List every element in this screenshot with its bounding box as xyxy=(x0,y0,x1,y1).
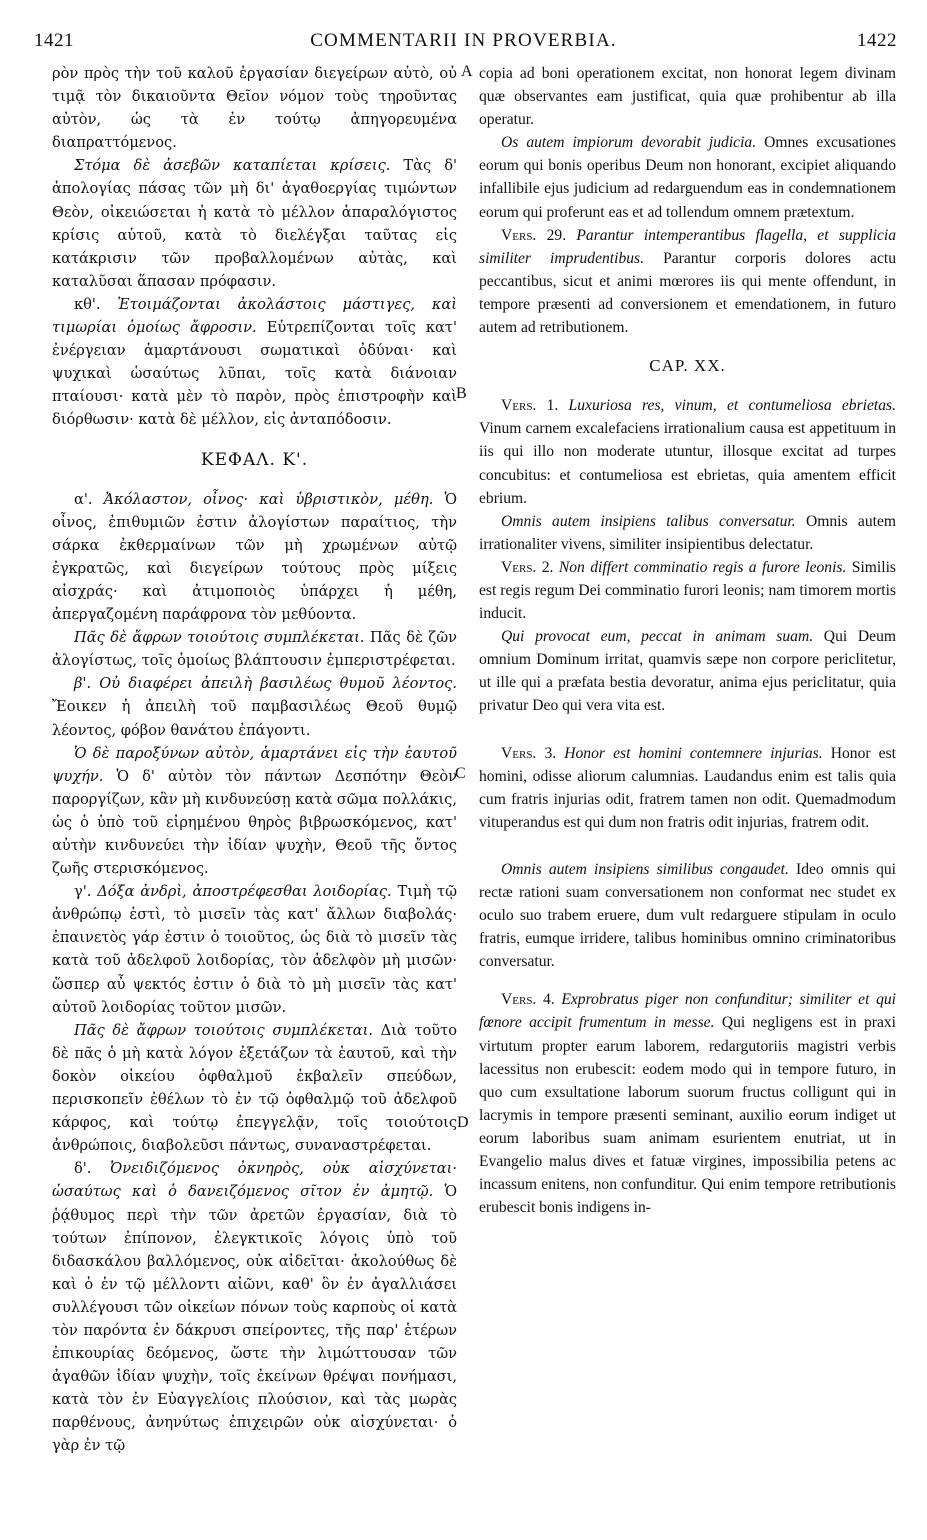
latin-paragraph xyxy=(479,625,896,717)
running-title: COMMENTARII IN PROVERBIA. xyxy=(310,30,617,51)
margin-marker-a: A xyxy=(461,63,473,80)
latin-text: Omnes excusationes eorum qui bonis operibus Deum non honorant, excipiet aliquando infallibile ejus judicium ad redarguendum eas in condemnationem eorum qui proferunt eas et ad tollendum omnem prætextum. xyxy=(479,134,896,221)
greek-text: Ὁ οἶνος, ἐπιθυμιῶν ἐστιν ἀλογίστων παραίτιος, τὴν σάρκα ἐκθερμαίνων τῶν μὴ χρωμένων αὐτῷ ἐγκρατῶς, καὶ διεγείρων τούτους πρὸς μίξεις αἰσχράς· καὶ ἀτιμοποιὸς ὑπάρχει ἡ μέθη, ἀπεργαζομένη παράφρονα τὸν μεθύοντα. xyxy=(52,490,457,624)
greek-verse: Ἑτοιμάζονται ἀκολάστοις μάστιγες, καὶ τιμωρίαι ὁμοίως ἄφροσιν. xyxy=(52,295,457,337)
greek-paragraph xyxy=(52,672,457,741)
latin-paragraph xyxy=(479,858,896,973)
greek-paragraph xyxy=(52,154,457,293)
greek-verse: Στόμα δὲ ἀσεβῶν καταπίεται κρίσεις. xyxy=(74,157,391,175)
latin-verse: Omnis autem insipiens similibus congaudet. xyxy=(501,860,789,878)
latin-verse: Non differt comminatio regis a furore leonis. xyxy=(558,558,847,576)
greek-verse-number: δ'. xyxy=(74,1160,111,1178)
latin-verse-number: Vers. 2. xyxy=(501,558,559,576)
latin-paragraph xyxy=(479,988,896,1219)
latin-paragraph xyxy=(479,394,896,509)
greek-paragraph xyxy=(52,1019,457,1158)
latin-verse: Qui provocat eum, peccat in animam suam. xyxy=(501,628,814,646)
greek-verse: Πᾶς δὲ ἄφρων τοιούτοις συμπλέκεται. xyxy=(74,1021,374,1039)
latin-verse: Exprobratus piger non confunditur; similiter et qui fœnore accipit frumentum in messe. xyxy=(479,991,897,1032)
latin-verse-number: Vers. 4. xyxy=(501,991,562,1009)
greek-paragraph xyxy=(52,742,457,881)
latin-paragraph xyxy=(479,742,896,834)
latin-verse: Parantur intemperantibus flagella, et supplicia similiter imprudentibus. xyxy=(479,226,896,267)
latin-text: Qui negligens est in praxi virtutum propter earum laborem, redargutoriis magistri verbis lacessitus non erubescit: eodem modo qui in tempore futuro, in quo cum exsultatione laborum suorum fructus colligunt qui in lacrymis in tempore præsenti seminant, auxilio eorum indiget ut eorum laboribus suam animam esurientem enutriat, ut in Evangelio malus dives et fatuæ virgines, impossibilia petens ac incassum enitens, non confunditur. Qui enim tempore retributionis erubescit bonis indigens in- xyxy=(479,1014,896,1217)
greek-text: Πᾶς δὲ ζῶν ἀλογίστως, τοῖς ὁμοίως βλάπτουσιν ἐμπεριστρέφεται. xyxy=(52,629,457,670)
latin-verse: Honor est homini contemnere injurias. xyxy=(564,744,823,762)
greek-verse: Πᾶς δὲ ἄφρων τοιούτοις συμπλέκεται. xyxy=(74,629,365,647)
latin-text: Vinum carnem excalefaciens irrationalium causa est appetituum in iis qui illo non moderate utuntur, illosque excitat ad turpes concubitus: et contumeliosa est ebrietas, quia amentem efficit ebrium. xyxy=(479,420,896,507)
latin-paragraph xyxy=(479,556,896,625)
greek-paragraph xyxy=(52,488,457,627)
greek-verse: Δόξα ἀνδρὶ, ἀποστρέφεσθαι λοιδορίας. xyxy=(97,883,392,901)
greek-text: ρὸν πρὸς τὴν τοῦ καλοῦ ἐργασίαν διεγείρων αὐτὸ, οὐ τιμᾷ τὸν δικαιοῦντα Θεῖον νόμον τοὺς τηροῦντας αὐτὸν, ὡς τὰ ἐν τούτῳ ἀπηγορευμένα διαπραττόμενος. xyxy=(52,65,457,152)
latin-text: Similis est regis regum Dei comminatio furori leonis; nam timorem mortis inducit. xyxy=(479,558,896,623)
greek-verse-number: α'. xyxy=(74,490,104,508)
greek-text: Ἔοικεν ἡ ἀπειλὴ τοῦ παμβασιλέως Θεοῦ θυμῷ λέοντος, φόβον θανάτου ἐπάγοντι. xyxy=(52,698,457,739)
latin-text: copia ad boni operationem excitat, non honorat legem divinam quæ observantes eam justificat, quia quæ prohibentur ab illa operatur. xyxy=(479,65,896,129)
margin-marker-b: B xyxy=(456,385,467,402)
greek-text: Τιμὴ τῷ ἀνθρώπῳ ἐστὶ, τὸ μισεῖν τὰς κατ' ἄλλων διαβολάς· ἐπαινετὸς γάρ ἐστιν ὁ τοιοῦτος, ὡς διὰ τὸ μισεῖν τὰς κατὰ τοῦ ἀδελφοῦ λοιδορίας, τὸν ἀδελφὸν μὴ μισῶν· ὥσπερ αὖ ψεκτός ἐστιν ὁ διὰ τὸ μὴ μισεῖν τὰς κατ' αὐτοῦ λοιδορίας τοῦτον μισῶν. xyxy=(52,883,458,1016)
latin-text: Omnis autem irrationaliter vivens, similiter insipientibus delectatur. xyxy=(479,512,896,553)
margin-marker-d: D xyxy=(457,1114,469,1131)
greek-text: Ὁ δ' αὐτὸν τὸν πάντων Δεσπότην Θεὸν παροργίζων, κἂν μὴ κινδυνεύσῃ κατὰ σῶμα πολλάκις, ὡς ὁ ὑπὸ τοῦ εἰρημένου θηρὸς βιβρωσκόμενος, κατ' αὐτὴν κινδυνεύει τὴν ἰδίαν ψυχὴν, Θεοῦ τῆς ὄντος ζωῆς στερισκόμενος. xyxy=(52,767,457,878)
latin-text: Parantur corporis dolores actu peccantibus, sicut et animi mœrores iis qui mente offendunt, in tempore præsenti ad conversionem et emendationem, in futuro autem ad retributionem. xyxy=(479,249,896,337)
greek-text: Ὁ ῥᾴθυμος περὶ τὴν τῶν ἀρετῶν ἐργασίαν, διὰ τὸ τούτων ἐπίπονον, ἐλεγκτικοῖς λόγοις ὑπὸ τοῦ διδασκάλου βαλλόμενος, οὐκ αἰδεῖται· ἀκολούθως δὲ καὶ ὁ ἐν τῷ μέλλοντι αἰῶνι, καθ' ὃν ἐν ἀγαλλιάσει συλλέγουσι τῶν οἰκείων πόνων τοὺς καρποὺς οἱ κατὰ τὸν παρόντα ἐν δάκρυσι σπείροντες, τῆς παρ' ἑτέρων ἐπικουρίας δεόμενος, ὥστε τὴν λιμώττουσαν τῶν ἀγαθῶν ἰδίαν ψυχὴν, τοῖς ἐκείνων θρέψαι πονήμασι, κατὰ τὸν ἐν Εὐαγγελίοις πλούσιον, καὶ τὰς μωρὰς παρθένους, ἀνηνύτως ἐπιχειρῶν οὐκ αἰσχύνεται· ὁ γὰρ ἐν τῷ xyxy=(52,1183,457,1455)
latin-verse: Omnis autem insipiens talibus conversatur. xyxy=(501,512,796,530)
latin-verse-number: Vers. 29. xyxy=(501,226,577,244)
greek-text: Τὰς δ' ἀπολογίας πάσας τῶν μὴ δι' ἀγαθοεργίας τιμώντων Θεὸν, οἰκειώσεται ἡ κατὰ τὸ μέλλον ἀπαραλόγιστος κρίσις αὐτοῦ, κατὰ τὸ διελέγξαι ταῦτας εἰς κατάκρισιν τῶν προβαλλομένων αὐτὰς, καὶ καταλῦσαι ἅπασαν πρόφασιν. xyxy=(52,157,457,290)
latin-text: Qui Deum omnium Dominum irritat, quamvis sæpe non corpore periclitetur, ut ille qui a præfata bestia devoratur, anima ejus periclitatur, quia privatur Deo qui vera vita est. xyxy=(479,628,896,715)
margin-marker-c: C xyxy=(455,765,466,782)
page-number-right: 1422 xyxy=(857,30,897,51)
greek-paragraph xyxy=(52,880,457,1019)
latin-text: Ideo omnis qui rectæ rationi suam conversationem non conformat nec studet ex oculo suo trabem eruere, dum vult redarguere stipulam in oculo fratris, eumque irridere, talibus hominibus omnino criminatoribus conversatur. xyxy=(479,860,896,971)
greek-verse: Ἀκόλαστον, οἶνος· καὶ ὑβριστικὸν, μέθη. xyxy=(103,490,434,508)
greek-verse-number: κθ'. xyxy=(74,295,118,313)
greek-verse-number: γ'. xyxy=(74,883,98,901)
running-header xyxy=(30,30,897,64)
greek-chapter-heading: ΚΕΦΑΛ. Κ'. xyxy=(200,449,309,470)
page-number-left: 1421 xyxy=(34,30,74,51)
greek-paragraph xyxy=(52,293,457,432)
latin-paragraph xyxy=(479,62,896,131)
greek-column xyxy=(52,62,457,1504)
greek-verse: Ὁ δὲ παροξύνων αὐτὸν, ἁμαρτάνει εἰς τὴν ἑαυτοῦ ψυχήν. xyxy=(52,744,457,785)
latin-verse: Os autem impiorum devorabit judicia. xyxy=(501,134,757,152)
latin-text: Honor est homini, odisse aliorum calumnias. Laudandus enim est talis quia cum fratris injurias odit, fratrem tamen non odit. Quemadmodum vituperandus est qui dum non fratris odit injurias, fratrem odit. xyxy=(479,744,897,831)
latin-verse: Luxuriosa res, vinum, et contumeliosa ebrietas. xyxy=(568,397,897,415)
greek-paragraph xyxy=(52,62,457,154)
greek-text: Εὐτρεπίζονται τοῖς κατ' ἐνέργειαν ἁμαρτάνουσι σωματικαὶ ὀδύναι· καὶ ψυχικαὶ ὡσαύτως λῦπαι, τοῖς κατὰ διάνοιαν πταίουσι· κατὰ μὲν τὸ παρὸν, πρὸς ἐπιστροφὴν καὶ διόρθωσιν· κατὰ δὲ μέλλον, εἰς ἀνταπόδοσιν. xyxy=(52,319,457,429)
greek-verse: β'. Οὐ διαφέρει ἀπειλὴ βασιλέως θυμοῦ λέοντος. xyxy=(74,675,457,693)
greek-text: Διὰ τοῦτο δὲ πᾶς ὁ μὴ κατὰ λόγον ἐξετάζων τὰ ἑαυτοῦ, καὶ τὴν δοκὸν οἰκείου ὀφθαλμοῦ ἐκβαλεῖν σπεύδων, περισκοπεῖν ἐθέλων τὸ ἐν τῷ ὀφθαλμῷ τοῦ ἀδελφοῦ κάρφος, καὶ τούτῳ ἐπεγγελᾷν, τοῖς τοιούτοις ἀνθρώποις, διαβολεῦσι πάντως, συναναστρέφεται. xyxy=(52,1021,457,1155)
latin-column xyxy=(479,62,896,1504)
greek-paragraph xyxy=(52,1157,457,1457)
greek-paragraph xyxy=(52,626,457,672)
latin-verse-number: Vers. 3. xyxy=(501,744,565,762)
latin-paragraph xyxy=(479,510,896,556)
latin-chapter-heading: CAP. XX. xyxy=(649,356,726,376)
greek-verse: Ὀνειδιζόμενος ὀκνηρὸς, οὐκ αἰσχύνεται· ὡσαύτως καὶ ὁ δανειζόμενος σῖτον ἐν ἀμητῷ. xyxy=(52,1160,458,1201)
latin-paragraph xyxy=(479,224,896,339)
latin-verse-number: Vers. 1. xyxy=(501,397,569,415)
latin-paragraph xyxy=(479,131,896,223)
